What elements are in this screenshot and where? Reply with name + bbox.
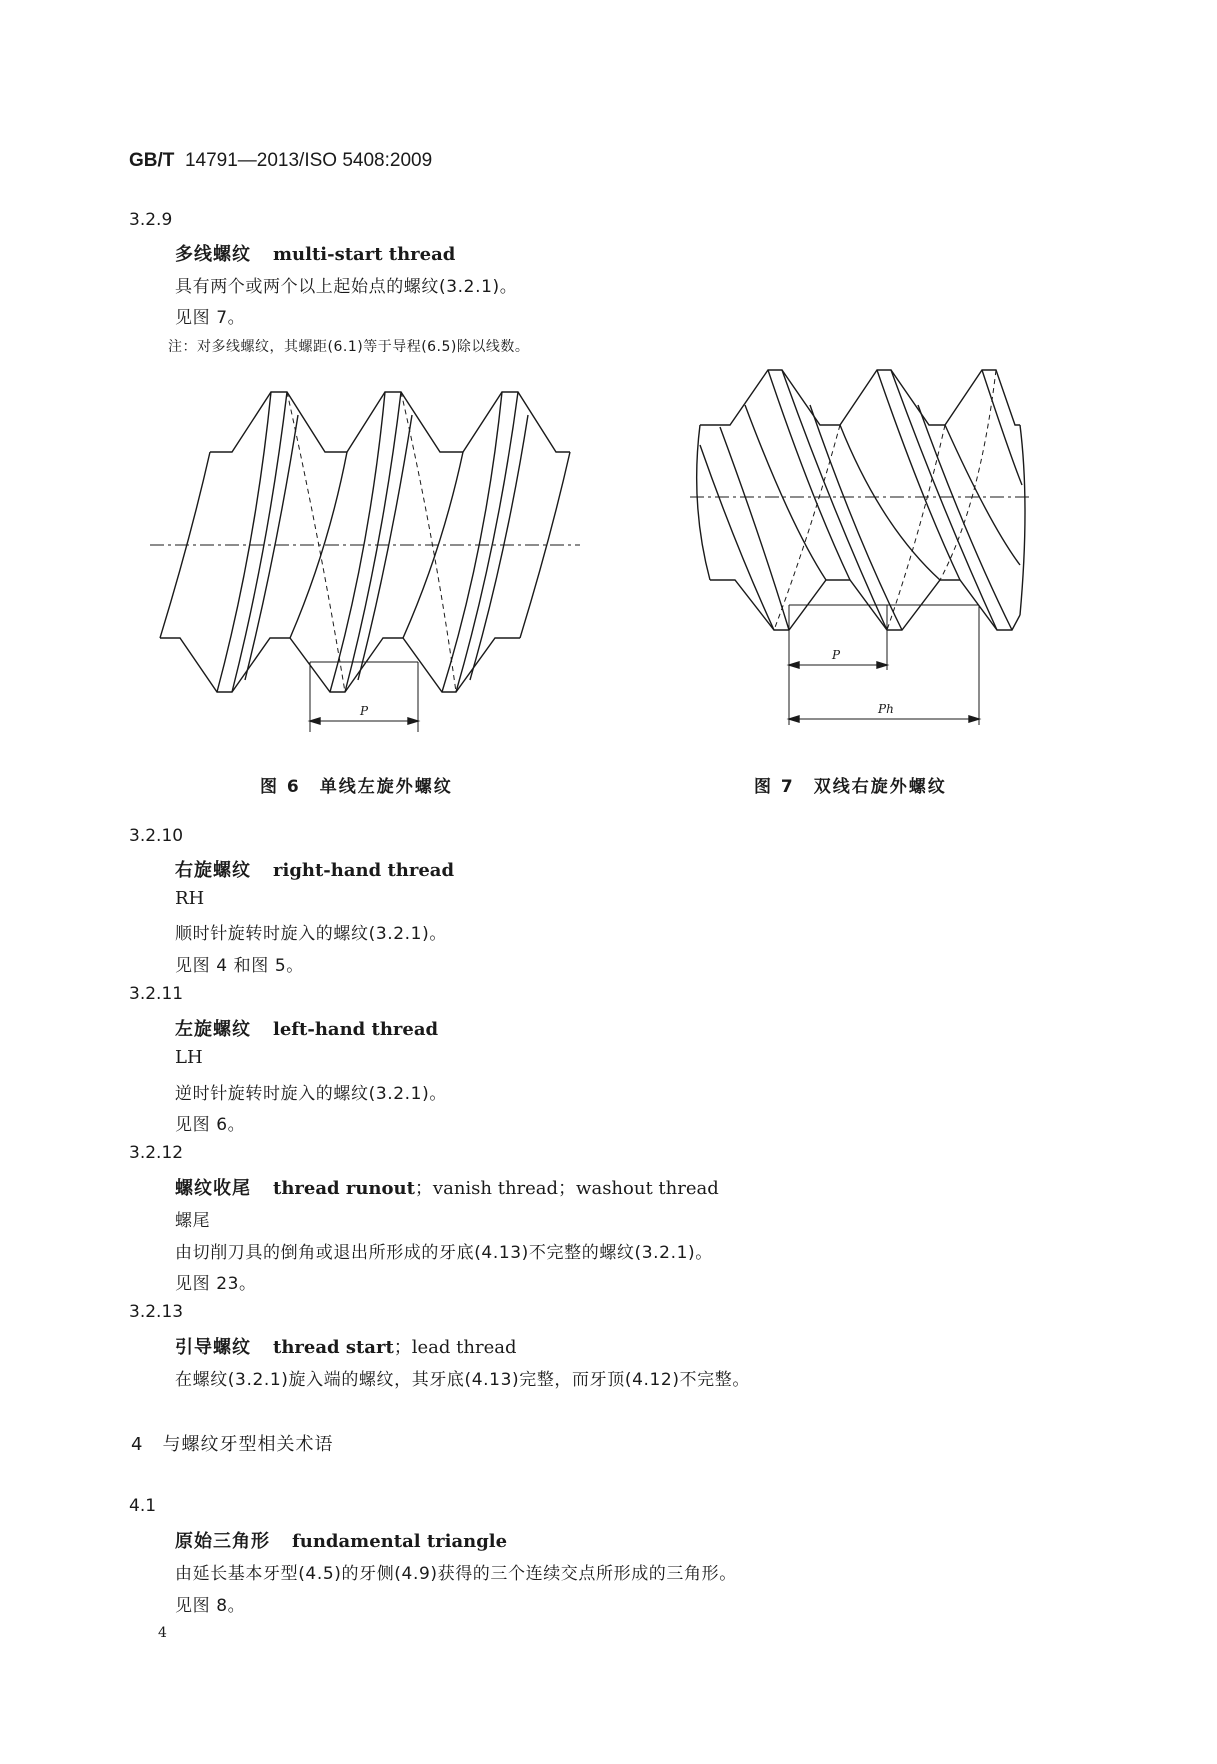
clause-number: 3.2.12	[129, 1143, 184, 1163]
see-figure: 见图 23。	[175, 1274, 257, 1294]
see-figure: 见图 7。	[175, 308, 246, 328]
term-entry	[175, 1174, 719, 1200]
term-entry	[175, 1333, 517, 1359]
term-entry	[175, 240, 455, 266]
definition: 在螺纹(3.2.1)旋入端的螺纹，其牙底(4.13)完整，而牙顶(4.12)不完整。	[175, 1370, 750, 1390]
term-english: multi-start thread	[273, 244, 456, 265]
note: 注：对多线螺纹，其螺距(6.1)等于导程(6.5)除以线数。	[168, 339, 530, 355]
clause-number: 3.2.11	[129, 984, 184, 1004]
standard-code: GB/T	[129, 150, 175, 171]
page-number: 4	[158, 1625, 167, 1641]
definition: 具有两个或两个以上起始点的螺纹(3.2.1)。	[175, 277, 518, 297]
standard-number: 14791—2013/ISO 5408:2009	[184, 150, 433, 171]
section-heading: 4 与螺纹牙型相关术语	[131, 1434, 334, 1455]
term-chinese: 左旋螺纹	[175, 1019, 251, 1040]
abbreviation: LH	[175, 1047, 203, 1068]
term-chinese: 引导螺纹	[175, 1337, 251, 1358]
lead-label: Ph	[878, 702, 894, 716]
figure-7-outline	[697, 370, 1025, 630]
term-chinese: 螺纹收尾	[175, 1178, 251, 1199]
clause-number: 4.1	[129, 1496, 157, 1516]
term-english: fundamental triangle	[292, 1531, 508, 1552]
see-figure: 见图 8。	[175, 1596, 246, 1616]
figure-6-caption: 图 6 单线左旋外螺纹	[260, 777, 453, 797]
term-entry	[175, 1527, 507, 1553]
term-chinese: 右旋螺纹	[175, 860, 251, 881]
alternative-term: 螺尾	[175, 1211, 211, 1231]
see-figure: 见图 4 和图 5。	[175, 956, 304, 976]
term-english: left-hand thread	[273, 1019, 439, 1040]
pitch-label: P	[360, 704, 369, 718]
see-figure: 见图 6。	[175, 1115, 246, 1135]
term-synonyms: ；lead thread	[393, 1337, 517, 1358]
definition: 由切削刀具的倒角或退出所形成的牙底(4.13)不完整的螺纹(3.2.1)。	[175, 1243, 713, 1263]
term-english: thread runout	[273, 1178, 415, 1199]
figure-6-drawing	[150, 380, 580, 740]
figure-7-caption: 图 7 双线右旋外螺纹	[754, 777, 947, 797]
term-english: right-hand thread	[273, 860, 455, 881]
term-english: thread start	[273, 1337, 394, 1358]
figure-6-outline	[160, 392, 570, 692]
figure-7-drawing	[690, 365, 1030, 735]
term-chinese: 多线螺纹	[175, 244, 251, 265]
clause-number: 3.2.13	[129, 1302, 184, 1322]
term-entry	[175, 856, 454, 882]
pitch-label: P	[832, 648, 841, 662]
clause-number: 3.2.10	[129, 826, 184, 846]
term-chinese: 原始三角形	[175, 1531, 270, 1552]
document-header	[129, 150, 432, 172]
term-entry	[175, 1015, 438, 1041]
definition: 由延长基本牙型(4.5)的牙侧(4.9)获得的三个连续交点所形成的三角形。	[175, 1564, 737, 1584]
definition: 顺时针旋转时旋入的螺纹(3.2.1)。	[175, 924, 447, 944]
definition: 逆时针旋转时旋入的螺纹(3.2.1)。	[175, 1084, 447, 1104]
term-synonyms: ；vanish thread；washout thread	[414, 1178, 719, 1199]
clause-number: 3.2.9	[129, 210, 173, 230]
abbreviation: RH	[175, 888, 205, 909]
